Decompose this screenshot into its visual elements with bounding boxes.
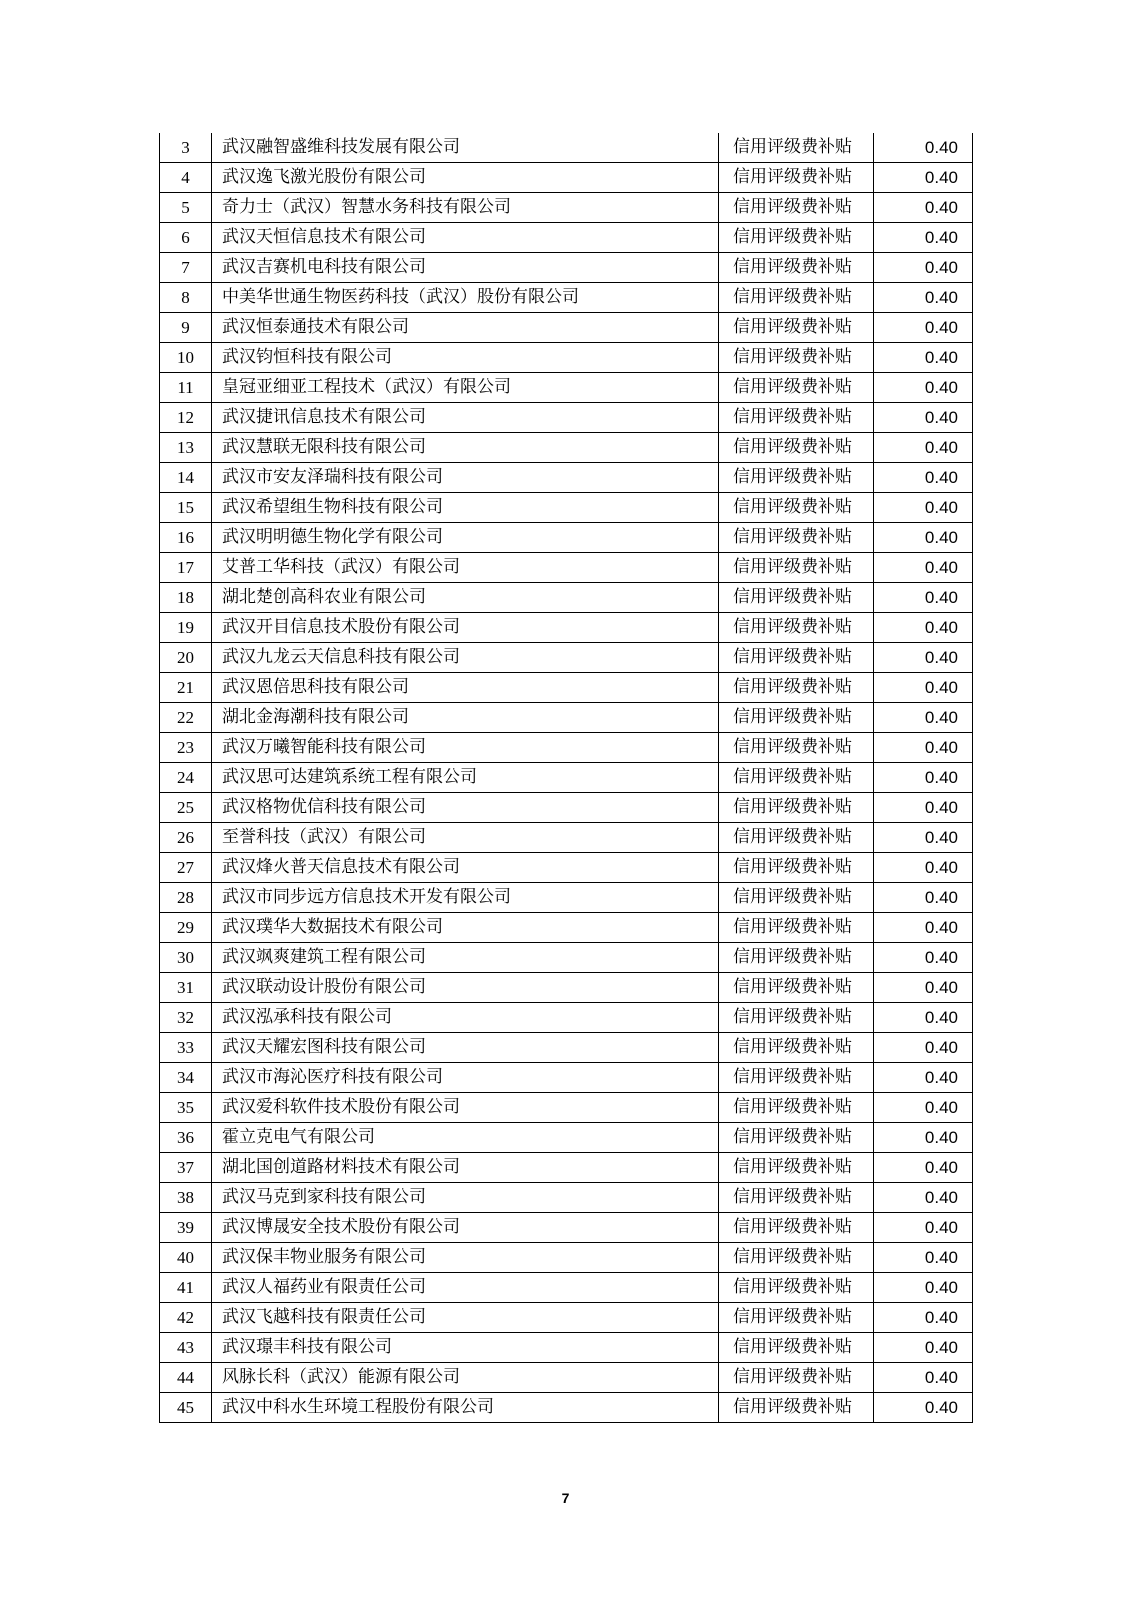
company-name: 武汉烽火普天信息技术有限公司 [212,853,719,883]
company-name: 武汉璟丰科技有限公司 [212,1333,719,1363]
company-name: 艾普工华科技（武汉）有限公司 [212,553,719,583]
table-row [160,253,973,283]
row-number: 33 [160,1033,212,1063]
company-name: 霍立克电气有限公司 [212,1123,719,1153]
subsidy-type: 信用评级费补贴 [719,1303,874,1333]
table-row [160,673,973,703]
table-row [160,523,973,553]
table-row [160,913,973,943]
table-row [160,223,973,253]
subsidy-type: 信用评级费补贴 [719,823,874,853]
subsidy-amount: 0.40 [874,703,973,733]
subsidy-type: 信用评级费补贴 [719,253,874,283]
company-name: 武汉市安友泽瑞科技有限公司 [212,463,719,493]
subsidy-amount: 0.40 [874,973,973,1003]
row-number: 41 [160,1273,212,1303]
subsidy-type: 信用评级费补贴 [719,793,874,823]
row-number: 42 [160,1303,212,1333]
table-row [160,1363,973,1393]
subsidy-type: 信用评级费补贴 [719,1033,874,1063]
subsidy-amount: 0.40 [874,823,973,853]
row-number: 40 [160,1243,212,1273]
table-row [160,373,973,403]
table-row [160,613,973,643]
table-row [160,283,973,313]
subsidy-amount: 0.40 [874,1123,973,1153]
company-name: 武汉万曦智能科技有限公司 [212,733,719,763]
subsidy-type: 信用评级费补贴 [719,373,874,403]
subsidy-type: 信用评级费补贴 [719,1183,874,1213]
subsidy-type: 信用评级费补贴 [719,403,874,433]
table-row [160,1093,973,1123]
row-number: 8 [160,283,212,313]
subsidy-amount: 0.40 [874,1333,973,1363]
subsidy-amount: 0.40 [874,1273,973,1303]
subsidy-type: 信用评级费补贴 [719,523,874,553]
subsidy-type: 信用评级费补贴 [719,1213,874,1243]
table-row [160,583,973,613]
subsidy-amount: 0.40 [874,253,973,283]
company-name: 武汉泓承科技有限公司 [212,1003,719,1033]
subsidy-amount: 0.40 [874,1183,973,1213]
row-number: 43 [160,1333,212,1363]
subsidy-amount: 0.40 [874,493,973,523]
company-name: 武汉开目信息技术股份有限公司 [212,613,719,643]
row-number: 10 [160,343,212,373]
table-row [160,433,973,463]
subsidy-type: 信用评级费补贴 [719,1003,874,1033]
row-number: 9 [160,313,212,343]
row-number: 18 [160,583,212,613]
company-name: 武汉捷讯信息技术有限公司 [212,403,719,433]
row-number: 7 [160,253,212,283]
company-name: 武汉市海沁医疗科技有限公司 [212,1063,719,1093]
company-name: 武汉保丰物业服务有限公司 [212,1243,719,1273]
table-row [160,1003,973,1033]
row-number: 23 [160,733,212,763]
subsidy-type: 信用评级费补贴 [719,763,874,793]
table-row [160,943,973,973]
table-row [160,703,973,733]
row-number: 19 [160,613,212,643]
row-number: 36 [160,1123,212,1153]
company-name: 武汉九龙云天信息科技有限公司 [212,643,719,673]
subsidy-type: 信用评级费补贴 [719,1153,874,1183]
subsidy-type: 信用评级费补贴 [719,553,874,583]
subsidy-amount: 0.40 [874,283,973,313]
company-name: 中美华世通生物医药科技（武汉）股份有限公司 [212,283,719,313]
subsidy-amount: 0.40 [874,583,973,613]
company-name: 武汉爱科软件技术股份有限公司 [212,1093,719,1123]
company-name: 武汉马克到家科技有限公司 [212,1183,719,1213]
table-row [160,1393,973,1423]
row-number: 13 [160,433,212,463]
subsidy-type: 信用评级费补贴 [719,163,874,193]
row-number: 6 [160,223,212,253]
subsidy-amount: 0.40 [874,133,973,163]
row-number: 38 [160,1183,212,1213]
company-name: 武汉逸飞激光股份有限公司 [212,163,719,193]
subsidy-amount: 0.40 [874,733,973,763]
company-name: 武汉思可达建筑系统工程有限公司 [212,763,719,793]
table-row [160,853,973,883]
subsidy-type: 信用评级费补贴 [719,1063,874,1093]
company-name: 至誉科技（武汉）有限公司 [212,823,719,853]
subsidy-amount: 0.40 [874,373,973,403]
company-name: 湖北国创道路材料技术有限公司 [212,1153,719,1183]
row-number: 5 [160,193,212,223]
subsidy-type: 信用评级费补贴 [719,433,874,463]
table-row [160,1123,973,1153]
row-number: 3 [160,133,212,163]
table-body [160,133,973,1423]
table-row [160,1063,973,1093]
subsidy-type: 信用评级费补贴 [719,223,874,253]
company-name: 湖北楚创高科农业有限公司 [212,583,719,613]
row-number: 16 [160,523,212,553]
subsidy-amount: 0.40 [874,763,973,793]
subsidy-type: 信用评级费补贴 [719,1243,874,1273]
subsidy-type: 信用评级费补贴 [719,613,874,643]
row-number: 32 [160,1003,212,1033]
subsidy-type: 信用评级费补贴 [719,193,874,223]
subsidy-type: 信用评级费补贴 [719,853,874,883]
row-number: 45 [160,1393,212,1423]
subsidy-type: 信用评级费补贴 [719,643,874,673]
company-name: 武汉恒泰通技术有限公司 [212,313,719,343]
company-name: 武汉恩倍思科技有限公司 [212,673,719,703]
table-row [160,1153,973,1183]
subsidy-type: 信用评级费补贴 [719,583,874,613]
table-row [160,793,973,823]
table-row [160,1213,973,1243]
subsidy-amount: 0.40 [874,1363,973,1393]
company-name: 武汉璞华大数据技术有限公司 [212,913,719,943]
subsidy-type: 信用评级费补贴 [719,1093,874,1123]
subsidy-type: 信用评级费补贴 [719,343,874,373]
subsidy-type: 信用评级费补贴 [719,883,874,913]
company-name: 武汉融智盛维科技发展有限公司 [212,133,719,163]
row-number: 37 [160,1153,212,1183]
subsidy-type: 信用评级费补贴 [719,313,874,343]
table-row [160,1183,973,1213]
subsidy-amount: 0.40 [874,403,973,433]
row-number: 25 [160,793,212,823]
subsidy-amount: 0.40 [874,673,973,703]
row-number: 22 [160,703,212,733]
table-row [160,343,973,373]
company-name: 武汉联动设计股份有限公司 [212,973,719,1003]
subsidy-type: 信用评级费补贴 [719,1273,874,1303]
subsidy-amount: 0.40 [874,1093,973,1123]
subsidy-amount: 0.40 [874,1063,973,1093]
company-name: 武汉飞越科技有限责任公司 [212,1303,719,1333]
row-number: 14 [160,463,212,493]
subsidy-amount: 0.40 [874,343,973,373]
row-number: 39 [160,1213,212,1243]
subsidy-amount: 0.40 [874,193,973,223]
subsidy-type: 信用评级费补贴 [719,1333,874,1363]
company-name: 武汉钧恒科技有限公司 [212,343,719,373]
subsidy-type: 信用评级费补贴 [719,973,874,1003]
subsidy-amount: 0.40 [874,163,973,193]
row-number: 28 [160,883,212,913]
row-number: 27 [160,853,212,883]
row-number: 31 [160,973,212,1003]
row-number: 24 [160,763,212,793]
subsidy-amount: 0.40 [874,613,973,643]
row-number: 11 [160,373,212,403]
table-row [160,1303,973,1333]
row-number: 15 [160,493,212,523]
company-name: 武汉人福药业有限责任公司 [212,1273,719,1303]
subsidy-type: 信用评级费补贴 [719,493,874,523]
row-number: 35 [160,1093,212,1123]
subsidy-amount: 0.40 [874,883,973,913]
subsidy-amount: 0.40 [874,1243,973,1273]
page-number: 7 [561,1490,570,1506]
table-row [160,463,973,493]
company-name: 武汉飒爽建筑工程有限公司 [212,943,719,973]
subsidy-amount: 0.40 [874,553,973,583]
table-row [160,1273,973,1303]
table-row [160,313,973,343]
row-number: 26 [160,823,212,853]
subsidy-type: 信用评级费补贴 [719,913,874,943]
company-name: 风脉长科（武汉）能源有限公司 [212,1363,719,1393]
subsidy-amount: 0.40 [874,313,973,343]
table-row [160,193,973,223]
company-name: 武汉明明德生物化学有限公司 [212,523,719,553]
subsidy-type: 信用评级费补贴 [719,1363,874,1393]
subsidy-type: 信用评级费补贴 [719,733,874,763]
subsidy-type: 信用评级费补贴 [719,463,874,493]
table-row [160,1243,973,1273]
table-row [160,553,973,583]
company-name: 奇力士（武汉）智慧水务科技有限公司 [212,193,719,223]
subsidy-amount: 0.40 [874,643,973,673]
table-row [160,493,973,523]
company-name: 武汉格物优信科技有限公司 [212,793,719,823]
table-row [160,163,973,193]
table-row [160,133,973,163]
subsidy-type: 信用评级费补贴 [719,133,874,163]
subsidy-amount: 0.40 [874,943,973,973]
row-number: 34 [160,1063,212,1093]
subsidy-amount: 0.40 [874,223,973,253]
row-number: 17 [160,553,212,583]
table-row [160,1033,973,1063]
subsidy-amount: 0.40 [874,1003,973,1033]
subsidy-amount: 0.40 [874,523,973,553]
subsidy-table [159,133,973,1423]
subsidy-amount: 0.40 [874,1153,973,1183]
subsidy-amount: 0.40 [874,853,973,883]
row-number: 12 [160,403,212,433]
company-name: 武汉吉赛机电科技有限公司 [212,253,719,283]
table-row [160,973,973,1003]
subsidy-type: 信用评级费补贴 [719,673,874,703]
row-number: 4 [160,163,212,193]
subsidy-type: 信用评级费补贴 [719,943,874,973]
company-name: 皇冠亚细亚工程技术（武汉）有限公司 [212,373,719,403]
subsidy-amount: 0.40 [874,913,973,943]
subsidy-type: 信用评级费补贴 [719,1393,874,1423]
table-row [160,643,973,673]
subsidy-amount: 0.40 [874,1393,973,1423]
company-name: 武汉天耀宏图科技有限公司 [212,1033,719,1063]
table-row [160,823,973,853]
subsidy-amount: 0.40 [874,793,973,823]
table-row [160,763,973,793]
company-name: 湖北金海潮科技有限公司 [212,703,719,733]
subsidy-amount: 0.40 [874,1213,973,1243]
company-name: 武汉天恒信息技术有限公司 [212,223,719,253]
company-name: 武汉中科水生环境工程股份有限公司 [212,1393,719,1423]
company-name: 武汉慧联无限科技有限公司 [212,433,719,463]
row-number: 30 [160,943,212,973]
table-row [160,733,973,763]
row-number: 20 [160,643,212,673]
company-name: 武汉希望组生物科技有限公司 [212,493,719,523]
row-number: 29 [160,913,212,943]
table-row [160,1333,973,1363]
row-number: 44 [160,1363,212,1393]
table-row [160,883,973,913]
subsidy-type: 信用评级费补贴 [719,283,874,313]
subsidy-amount: 0.40 [874,1033,973,1063]
subsidy-amount: 0.40 [874,1303,973,1333]
company-name: 武汉博晟安全技术股份有限公司 [212,1213,719,1243]
row-number: 21 [160,673,212,703]
subsidy-amount: 0.40 [874,433,973,463]
company-name: 武汉市同步远方信息技术开发有限公司 [212,883,719,913]
table-row [160,403,973,433]
subsidy-type: 信用评级费补贴 [719,1123,874,1153]
subsidy-amount: 0.40 [874,463,973,493]
subsidy-type: 信用评级费补贴 [719,703,874,733]
